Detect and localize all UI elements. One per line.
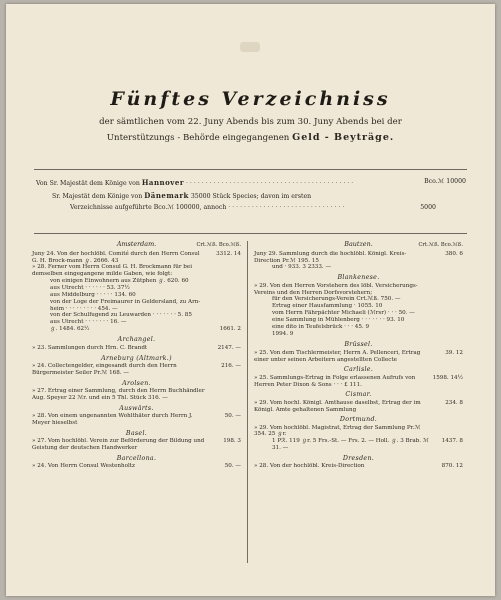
intro-line-1: Von Sr. Majestät dem Könige von Hannover · · · · · · · · · · · · · · · · · · · · · · · · · · · · · · · · · · · · · · · · · · · Bco.ℳ 10000	[36, 178, 466, 187]
intro-line1-bold: Hannover	[141, 178, 185, 187]
entry-amount: 50. —	[224, 463, 241, 470]
entry-text: 1 Pℛ. 119 ℊr. 5 Frs.-St. — Frs. 2. — Holl. ℊ. 3 Brab. ℳ 31. —	[272, 438, 429, 451]
intro-line2-bold: Dänemark	[144, 191, 189, 200]
intro-line3-text: Verzeichnisse aufgeführte Bco.ℳ 100000, annoch	[70, 204, 227, 211]
entry-row	[32, 251, 241, 264]
entry-text: » 24. Collectengelder, eingesandt durch den Herrn Bürgermeister Seiler Pr.ℳ 168. —	[32, 363, 177, 377]
entry-row	[254, 331, 463, 338]
entry-amount: 216. —	[221, 363, 241, 370]
entry-text: » 29. Von den Herren Vorstehern des löbl. Versicherungs-Vereins und den Herren Dorfsvorstehern;	[254, 282, 418, 296]
entry-row	[254, 375, 463, 388]
section-heading: Basel.	[125, 429, 148, 437]
left-column	[32, 241, 241, 470]
entry-row	[32, 363, 241, 376]
left-column-place: Amsterdam.	[116, 240, 157, 248]
entry-row	[32, 438, 241, 451]
section-heading: Brüssel.	[344, 341, 373, 349]
entry-row	[32, 388, 241, 401]
right-column	[254, 241, 463, 470]
entry-text: » 25. Sammlungs-Ertrag in Folge erlassenen Aufrufs von Herren Peter Dixon & Sons · · · £ 111.	[254, 374, 416, 388]
entry-text: » 27. Vom hochlöbl. Verein zur Beförderung der Bildung und Geistung der deutschen Handwerker	[32, 438, 205, 451]
entry-text: von der Loge der Freimaurer in Geldersland, zu Arn-heim · · · · · · · · · 454. —	[50, 298, 201, 312]
entry-text: Juny 24. Von der hochlöbl. Comité durch den Herrn Consul G. H. Brock-mann ℊ. 2666. 43	[32, 251, 200, 264]
entry-amount: 1598. 14½	[432, 374, 463, 381]
entry-row	[254, 310, 463, 317]
right-column-header	[254, 241, 463, 251]
entry-text: » 28. Von einem ungenannten Wohlthäter durch Herrn J. Meyer hieselbst	[32, 413, 193, 426]
entry-row	[254, 350, 463, 363]
entry-row	[32, 345, 241, 352]
entry-row	[254, 283, 463, 296]
entry-row	[254, 425, 463, 438]
document-title: Fünftes Verzeichniss	[110, 88, 391, 110]
paper-stain	[240, 42, 260, 52]
document-page	[6, 4, 495, 596]
entry-text: von einigen Einwohnern aus Zütphen ℊ. 620. 60	[50, 277, 189, 284]
entry-amount: 870. 12	[441, 463, 463, 470]
entry-amount: 39. 12	[445, 349, 463, 356]
middle-rule	[34, 233, 467, 234]
section-heading: Arneburg (Altmark.)	[101, 354, 172, 362]
entry-text: » 24. Von Herrn Consul Westenholtz	[32, 463, 135, 470]
entry-row	[254, 251, 463, 264]
section-heading: Carlisle.	[343, 366, 374, 374]
entry-amount: 198. 3	[223, 438, 241, 445]
entry-text: eine dito in Teufelsbrück · · · 45. 9	[272, 324, 370, 331]
section-heading: Barcellona.	[116, 454, 157, 462]
section-heading: Auswärts.	[119, 404, 154, 412]
section-heading: Archangel.	[117, 336, 156, 344]
section-heading: Blankenese.	[337, 274, 380, 282]
left-column-units: Crt.ℳß. Bco.ℳß.	[196, 242, 241, 248]
entry-row	[254, 463, 463, 470]
entry-amount: 1437. 8	[441, 438, 463, 445]
entry-row	[32, 299, 241, 312]
entry-row	[32, 312, 241, 319]
entry-row	[32, 285, 241, 292]
entry-text: eine Sammlung in Mühlenberg · · · · · · · 93. 10	[272, 317, 405, 324]
top-rule	[34, 169, 467, 170]
entry-amount: 380. 6	[445, 251, 463, 257]
entry-text: ℊ. 1484. 62½	[50, 326, 90, 333]
column-divider	[247, 241, 248, 563]
entry-text: » 29. Vom hochl. Königl. Amthause daselbst, Ertrag der im Königl. Amte gehaltenen Sammlung	[254, 399, 421, 413]
entry-row	[254, 296, 463, 303]
entry-amount: 2147. —	[217, 344, 241, 351]
entry-amount: 3312. 14	[216, 251, 241, 257]
subtitle-prefix: Unterstützungs - Behörde eingegangenen	[106, 133, 290, 143]
entry-row	[32, 463, 241, 470]
intro-line2-rest: 35000 Stück Species; davon im ersten	[190, 193, 312, 200]
entry-row	[254, 400, 463, 413]
intro-line1-amount: Bco.ℳ 10000	[424, 178, 466, 185]
section-heading: Dresden.	[342, 454, 375, 462]
entry-text: aus Middelburg · · · · · 134. 60	[50, 291, 136, 298]
entry-row	[254, 324, 463, 331]
entry-text: » 28. Ferner vom Herrn Consul G. H. Brockmann für bei demselben eingegangene milde Gaben, wie folgt:	[32, 264, 192, 278]
entry-text: aus Utrecht · · · · · · 53. 37½	[50, 284, 130, 291]
entry-text: Ertrag einer Hausfammlung · 1055. 10	[272, 303, 383, 310]
entry-amount: 1661. 2	[219, 326, 241, 333]
entry-row	[32, 278, 241, 285]
entry-row	[32, 326, 241, 333]
intro-line1-prefix: Von Sr. Majestät dem Könige von	[36, 180, 140, 187]
entry-row	[254, 438, 463, 451]
entry-text: » 27. Ertrag einer Sammlung, durch den Herrn Buchhändler Aug. Speyer 22 ℳr. und ein 5 Thl. Stück 316. —	[32, 388, 205, 401]
section-heading: Cismar.	[345, 391, 372, 399]
entry-text: und · 933. 3 2333. —	[272, 264, 332, 271]
section-heading: Arolsen.	[122, 379, 151, 387]
document-subtitle-line2	[6, 132, 495, 143]
right-column-units: Crt.ℳß. Bco.ℳß.	[418, 242, 463, 248]
entry-text: Juny 29. Sammlung durch die hochlöbl. Königl. Kreis-Direction Pr.ℳ 195. 15	[254, 251, 407, 264]
entry-row	[32, 413, 241, 426]
entry-amount: 234. 8	[445, 399, 463, 406]
left-column-header	[32, 241, 241, 251]
entry-text: vom Herrn Fährpächter Michaeli (ℳrsr) · · · 50. —	[272, 310, 415, 317]
entry-text: von der Schulfugend zu Leuwarden · · · · · · · 5. 85	[50, 312, 192, 319]
entry-row	[254, 317, 463, 324]
entry-text: für den Versicherungs-Verein Crt.ℳß. 750. —	[272, 296, 401, 303]
right-column-place: Bautzen.	[344, 240, 373, 248]
entry-text: » 28. Von der hochlöbl. Kreis-Direction	[254, 463, 365, 470]
document-subtitle-line1: der sämtlichen vom 22. Juny Abends bis zum 30. Juny Abends bei der	[99, 117, 402, 127]
entry-row	[32, 264, 241, 277]
entry-text: 1994. 9	[272, 331, 294, 338]
subtitle-bold: Geld - Beyträge.	[292, 132, 395, 143]
intro-line2-prefix: Sr. Majestät dem Könige von	[52, 193, 143, 200]
entry-text: aus Utrecht · · · · · · · 16. —	[50, 319, 127, 326]
intro-line3-amount: 5000	[420, 204, 436, 211]
intro-line-3: Verzeichnisse aufgeführte Bco.ℳ 100000, annoch · · · · · · · · · · · · · · · · · · · · · · · · · · · · · · 5000	[70, 204, 436, 211]
entry-text: » 29. Vom hochlöbl. Magistrat, Ertrag der Sammlung Pr.ℳ 354. 25 ℊr.	[254, 424, 421, 438]
entry-text: » 25. Von dem Tischlermeister, Herrn A. Pellenceri, Ertrag einer unter seinen Arbeitern angestellten Collecte	[254, 349, 421, 363]
entry-text: » 23. Sammlungen durch Hrn. C. Brandt	[32, 344, 148, 351]
section-heading: Dortmund.	[339, 416, 378, 424]
intro-line-2	[52, 191, 311, 200]
entry-row	[32, 292, 241, 299]
entry-amount: 50. —	[224, 413, 241, 420]
entry-row	[254, 264, 463, 271]
